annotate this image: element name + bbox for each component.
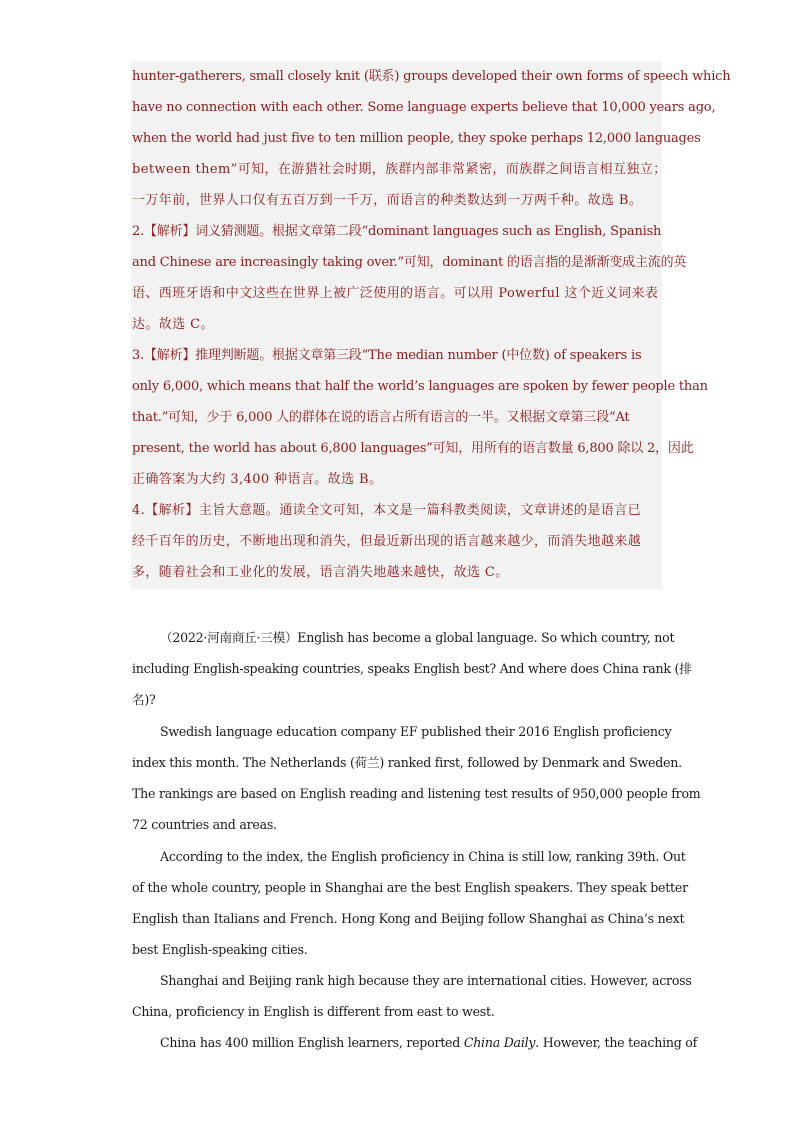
passage-line: The rankings are based on English reading and listening test results of 950,000 people from <box>132 786 701 801</box>
answer-line: have no connection with each other. Some language experts believe that 10,000 years ago, <box>132 100 716 115</box>
answer-line: hunter-gatherers, small closely knit (联系) groups developed their own forms of speech which <box>132 69 731 84</box>
answer-line: 一万年前，世界人口仅有五百万到一千万，而语言的种类数达到一万两千种。故选 B。 <box>132 193 643 208</box>
answer-2-line: 达。故选 C。 <box>132 317 214 332</box>
answer-2-line: 2.【解析】词义猜测题。根据文章第二段“dominant languages such as English, Spanish <box>132 224 662 239</box>
passage-line: According to the index, the English proficiency in China is still low, ranking 39th. Out <box>160 849 686 864</box>
answer-4-line: 经千百年的历史，不断地出现和消失，但最近新出现的语言越来越少，而消失地越来越 <box>132 534 642 549</box>
answer-2-line: 语、西班牙语和中文这些在世界上被广泛使用的语言。可以用 Powerful 这个近义词来表 <box>132 286 659 301</box>
answer-3-line: that.”可知，少于 6,000 人的群体在说的语言占所有语言的一半。又根据文章第三段“At <box>132 410 630 425</box>
passage-line: of the whole country, people in Shanghai are the best English speakers. They speak better <box>132 880 688 895</box>
passage-line: including English-speaking countries, speaks English best? And where does China rank (排 <box>132 661 692 676</box>
passage-line: English than Italians and French. Hong Kong and Beijing follow Shanghai as China’s next <box>132 911 685 926</box>
passage-line: China, proficiency in English is different from east to west. <box>132 1004 495 1019</box>
passage-line: 72 countries and areas. <box>132 817 277 832</box>
answer-3-line: present, the world has about 6,800 languages”可知，用所有的语言数量 6,800 除以 2，因此 <box>132 441 694 456</box>
newspaper-title: China Daily <box>463 1035 536 1050</box>
passage-line-last <box>160 1027 697 1058</box>
answer-3-line: 正确答案为大约 3,400 种语言。故选 B。 <box>132 472 383 487</box>
answer-line: when the world had just five to ten million people, they spoke perhaps 12,000 languages <box>132 131 701 146</box>
answer-2-line: and Chinese are increasingly taking over.”可知，dominant 的语言指的是渐渐变成主流的英 <box>132 255 687 270</box>
answer-explanations <box>131 61 731 589</box>
passage-line: index this month. The Netherlands (荷兰) ranked first, followed by Denmark and Sweden. <box>132 755 682 770</box>
passage-line: （2022·河南商丘·三模）English has become a global language. So which country, not <box>160 630 675 645</box>
passage-line: best English-speaking cities. <box>132 942 308 957</box>
passage-text: China has 400 million English learners, reported <box>160 1035 464 1050</box>
answer-3-line: only 6,000, which means that half the world’s languages are spoken by fewer people than <box>132 379 708 394</box>
passage-line: 名)? <box>132 692 156 707</box>
passage-line: Shanghai and Beijing rank high because they are international cities. However, across <box>160 973 692 988</box>
answer-line: between them”可知，在游猎社会时期，族群内部非常紧密，而族群之间语言相互独立； <box>132 162 667 177</box>
answer-3-line: 3.【解析】推理判断题。根据文章第三段“The median number (中位数) of speakers is <box>132 348 642 363</box>
passage-text: . However, the teaching of <box>535 1035 698 1050</box>
answer-4-line: 多，随着社会和工业化的发展，语言消失地越来越快，故选 C。 <box>132 565 509 580</box>
answer-4-line: 4.【解析】主旨大意题。通读全文可知，本文是一篇科教类阅读，文章讲述的是语言已 <box>132 503 642 518</box>
passage-line: Swedish language education company EF published their 2016 English proficiency <box>160 724 672 739</box>
